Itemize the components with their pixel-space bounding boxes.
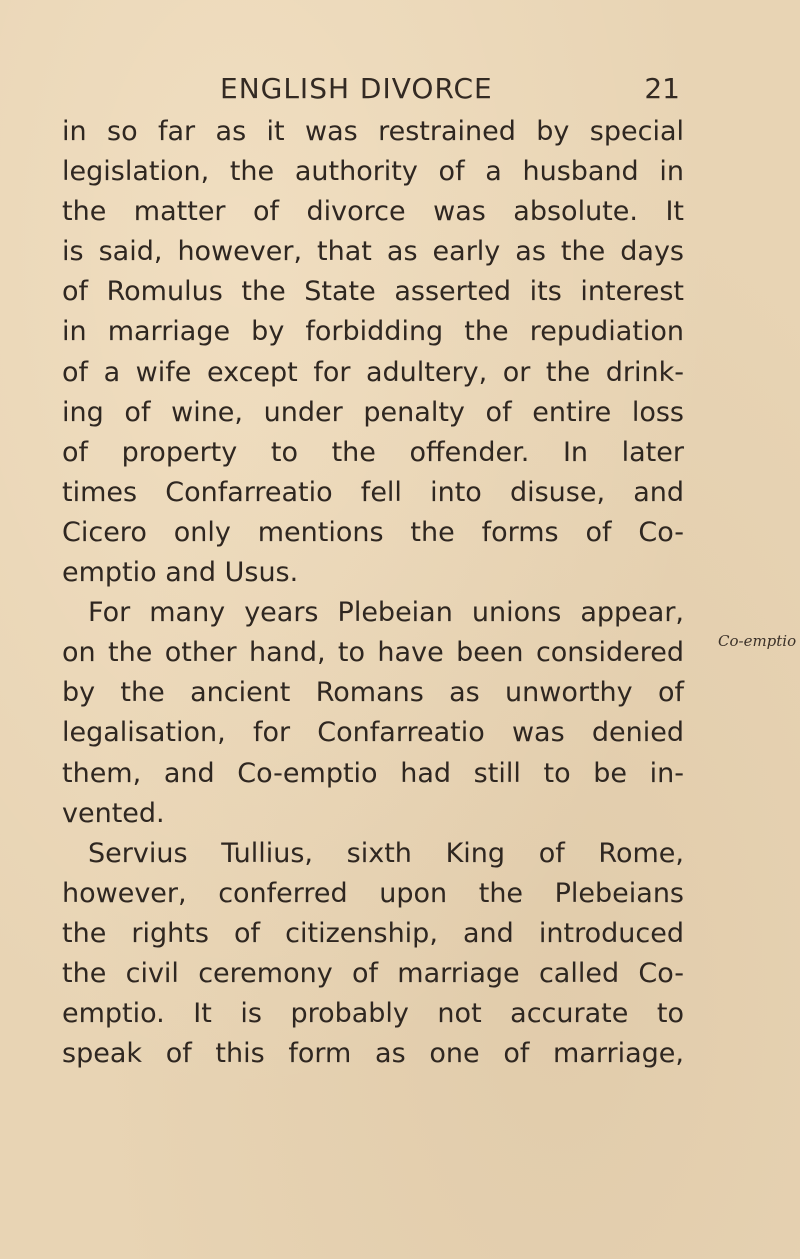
page-number: 21 [644, 72, 680, 105]
body-text [62, 112, 684, 1074]
text-line: however, conferred upon the Plebeians [62, 877, 684, 909]
text-line: by the ancient Romans as unworthy of [62, 677, 684, 709]
running-head-title: ENGLISH DIVORCE [220, 72, 493, 105]
text-line: Servius Tullius, sixth King of Rome, [88, 837, 684, 869]
text-line: in marriage by forbidding the repudiation [62, 316, 684, 348]
text-line: them, and Co-emptio had still to be in- [62, 757, 684, 789]
running-head [220, 72, 720, 116]
text-line: Cicero only mentions the forms of Co- [62, 516, 684, 548]
margin-note: Co-emptio [718, 632, 797, 650]
text-line: in so far as it was restrained by special [62, 116, 684, 147]
text-line: of Romulus the State asserted its interest [62, 276, 684, 308]
text-line: the rights of citizenship, and introduced [62, 917, 684, 949]
text-line: the matter of divorce was absolute. It [62, 196, 684, 228]
text-line: For many years Plebeian unions appear, [88, 597, 684, 629]
text-line: on the other hand, to have been considered [62, 637, 684, 669]
text-line: of a wife except for adultery, or the drink- [62, 356, 684, 388]
text-line: emptio. It is probably not accurate to [62, 998, 684, 1030]
text-line: legalisation, for Confarreatio was denied [62, 717, 684, 749]
text-line: the civil ceremony of marriage called Co- [62, 957, 684, 989]
text-line: of property to the offender. In later [62, 436, 684, 468]
text-line: legislation, the authority of a husband in [62, 156, 684, 188]
text-line: speak of this form as one of marriage, [62, 1038, 684, 1070]
text-line: vented. [62, 797, 165, 829]
text-line: emptio and Usus. [62, 557, 299, 589]
text-line: times Confarreatio fell into disuse, and [62, 476, 684, 508]
text-line: ing of wine, under penalty of entire loss [62, 396, 684, 428]
text-line: is said, however, that as early as the days [62, 236, 684, 268]
